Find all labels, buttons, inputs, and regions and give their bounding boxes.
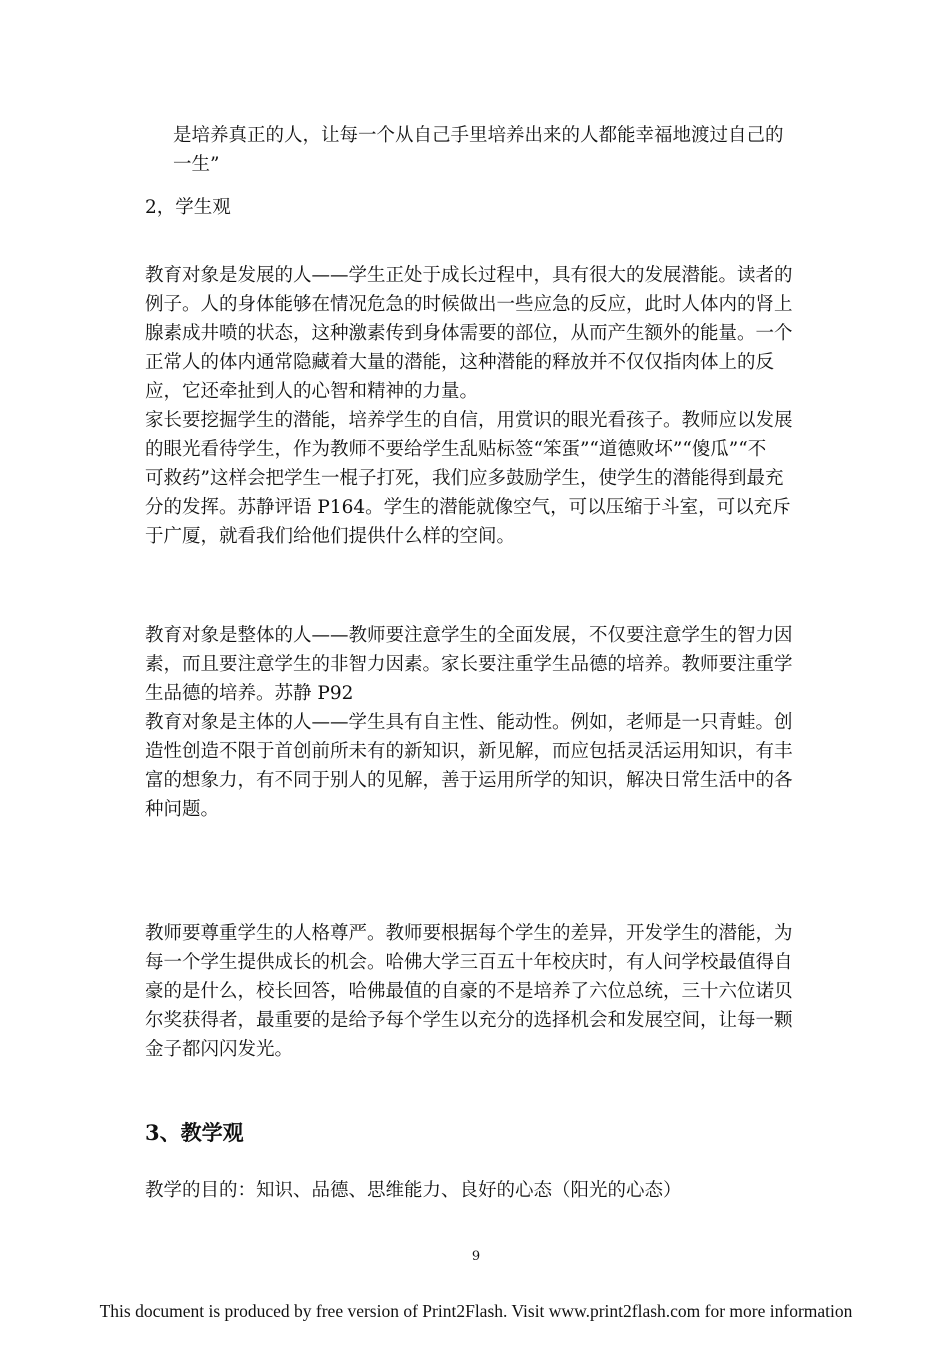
text-line: 例子。人的身体能够在情况危急的时候做出一些应急的反应，此时人体内的肾上	[145, 294, 793, 315]
paragraph-whole-person	[145, 621, 810, 824]
text-line: 一生”	[173, 154, 220, 175]
text-line: 是培养真正的人，让每一个从自己手里培养出来的人都能幸福地渡过自己的	[173, 125, 784, 146]
footer-notice: This document is produced by free version of Print2Flash. Visit www.print2flash.com for more information	[99, 1301, 853, 1321]
text-line: 教师要尊重学生的人格尊严。教师要根据每个学生的差异，开发学生的潜能，为	[145, 923, 793, 944]
text-line: 教育对象是发展的人——学生正处于成长过程中，具有很大的发展潜能。读者的	[145, 265, 793, 286]
text-line: 教育对象是整体的人——教师要注意学生的全面发展，不仅要注意学生的智力因	[145, 625, 793, 646]
text-line: 腺素成井喷的状态，这种激素传到身体需要的部位，从而产生额外的能量。一个	[145, 323, 793, 344]
text-line: 生品德的培养。苏静 P92	[145, 683, 354, 704]
text-line: 于广厦，就看我们给他们提供什么样的空间。	[145, 526, 516, 547]
text-line: 每一个学生提供成长的机会。哈佛大学三百五十年校庆时，有人问学校最值得自	[145, 952, 793, 973]
paragraph-development	[145, 261, 810, 551]
page-number: 9	[471, 1249, 481, 1264]
paragraph-respect	[145, 919, 810, 1064]
paragraph-teaching-goals	[145, 1176, 810, 1205]
text-line: 尔奖获得者，最重要的是给予每个学生以充分的选择机会和发展空间，让每一颗	[145, 1010, 793, 1031]
text-line: 正常人的体内通常隐藏着大量的潜能，这种潜能的释放并不仅仅指肉体上的反	[145, 352, 775, 373]
section-2-title	[145, 193, 810, 222]
text-line: 可救药”这样会把学生一棍子打死，我们应多鼓励学生，使学生的潜能得到最充	[145, 468, 784, 489]
text-line: 素，而且要注意学生的非智力因素。家长要注重学生品德的培养。教师要注重学	[145, 654, 793, 675]
text-line: 造性创造不限于首创前所未有的新知识，新见解，而应包括灵活运用知识，有丰	[145, 741, 793, 762]
text-line: 富的想象力，有不同于别人的见解，善于运用所学的知识，解决日常生活中的各	[145, 770, 793, 791]
text-line: 的眼光看待学生，作为教师不要给学生乱贴标签“笨蛋”“道德败坏”“傻瓜”“不	[145, 439, 767, 460]
intro-quote	[173, 121, 813, 179]
text-line: 家长要挖掘学生的潜能，培养学生的自信，用赏识的眼光看孩子。教师应以发展	[145, 410, 793, 431]
text-line: 教学的目的：知识、品德、思维能力、良好的心态（阳光的心态）	[145, 1180, 682, 1201]
text-line: 种问题。	[145, 799, 220, 820]
text-line: 金子都闪闪发光。	[145, 1039, 294, 1060]
section-3-heading: 3、教学观	[145, 1120, 244, 1145]
text-line: 豪的是什么，校长回答，哈佛最值的自豪的不是培养了六位总统，三十六位诺贝	[145, 981, 793, 1002]
section-title: 2，学生观	[145, 197, 231, 218]
text-line: 分的发挥。苏静评语 P164。学生的潜能就像空气，可以压缩于斗室，可以充斥	[145, 497, 791, 518]
text-line: 应，它还牵扯到人的心智和精神的力量。	[145, 381, 479, 402]
text-line: 教育对象是主体的人——学生具有自主性、能动性。例如，老师是一只青蛙。创	[145, 712, 793, 733]
